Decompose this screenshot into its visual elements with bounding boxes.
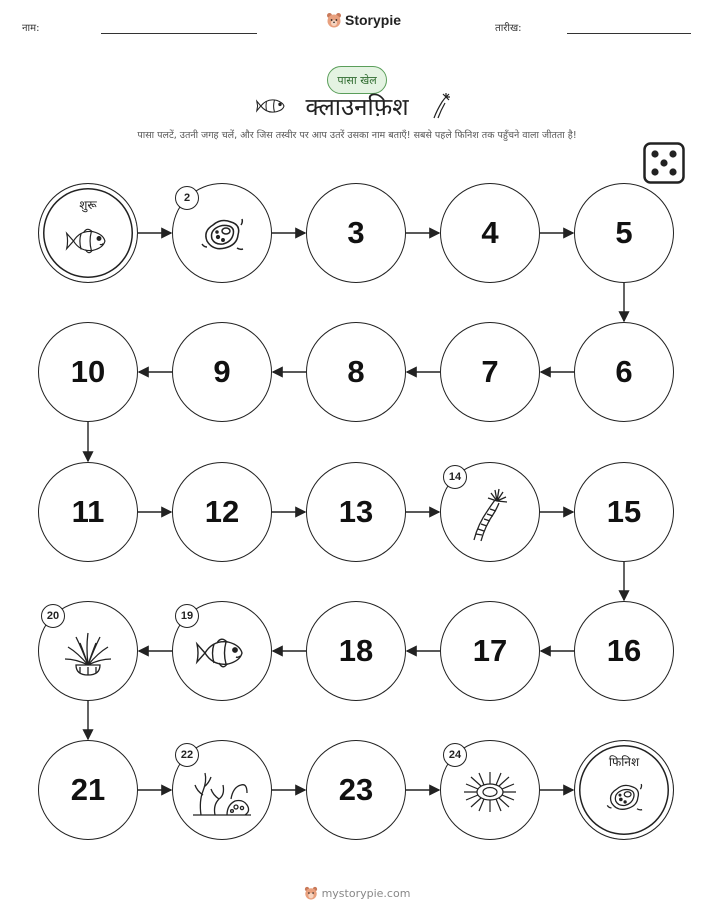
board-space-21[interactable] — [38, 740, 138, 840]
clownfish-icon — [195, 633, 249, 677]
board-space-7[interactable] — [440, 322, 540, 422]
date-label: तारीख: — [495, 23, 522, 34]
board-space-1[interactable] — [38, 183, 138, 283]
board-space-18[interactable] — [306, 601, 406, 701]
board-space-16[interactable] — [574, 601, 674, 701]
board-space-24[interactable] — [440, 740, 540, 840]
space-number-badge: 20 — [41, 604, 65, 628]
space-number: 15 — [606, 494, 642, 529]
board-space-5[interactable] — [574, 183, 674, 283]
sunflower-anemone-icon — [462, 770, 518, 818]
space-number: 8 — [347, 354, 365, 389]
space-number-badge: 24 — [443, 743, 467, 767]
board-space-12[interactable] — [172, 462, 272, 562]
space-number: 3 — [347, 215, 365, 250]
game-type-badge: पासा खेल — [327, 66, 387, 94]
name-label: नाम: — [22, 23, 40, 34]
space-number-badge: 14 — [443, 465, 467, 489]
footer-bear-icon — [304, 886, 318, 900]
clownfish-icon — [65, 224, 111, 262]
board-space-8[interactable] — [306, 322, 406, 422]
space-number: 18 — [338, 633, 374, 668]
board-space-9[interactable] — [172, 322, 272, 422]
space-number: 16 — [606, 633, 642, 668]
footer — [0, 886, 714, 900]
space-number: 21 — [70, 772, 106, 807]
board-space-10[interactable] — [38, 322, 138, 422]
space-number-badge: 2 — [175, 186, 199, 210]
board-space-13[interactable] — [306, 462, 406, 562]
space-number: 11 — [71, 494, 105, 529]
board-space-3[interactable] — [306, 183, 406, 283]
board-space-20[interactable] — [38, 601, 138, 701]
space-number: 4 — [481, 215, 499, 250]
board-space-23[interactable] — [306, 740, 406, 840]
amoeba-icon — [603, 779, 646, 820]
tube-anemone-icon — [468, 484, 512, 548]
coral-reef-icon — [191, 765, 253, 823]
instructions: पासा पलटें, उतनी जगह चलें, और जिस तस्वीर पर आप उतरें उसका नाम बताएँ! सबसे पहले फिनिश तक पहुँचने वाला जीतता है! — [137, 130, 577, 141]
board-space-2[interactable] — [172, 183, 272, 283]
space-number: 9 — [213, 354, 231, 389]
board-space-6[interactable] — [574, 322, 674, 422]
amoeba-icon — [197, 213, 247, 261]
space-number-badge: 22 — [175, 743, 199, 767]
board-space-17[interactable] — [440, 601, 540, 701]
board-space-15[interactable] — [574, 462, 674, 562]
board-space-11[interactable] — [38, 462, 138, 562]
start-label: शुरू — [79, 198, 97, 212]
footer-url[interactable]: mystorypie.com — [321, 886, 411, 900]
finish-label: फिनिश — [608, 755, 640, 769]
board-space-19[interactable] — [172, 601, 272, 701]
board-space-25[interactable] — [574, 740, 674, 840]
board-space-22[interactable] — [172, 740, 272, 840]
space-number: 13 — [338, 494, 374, 529]
sea-anemone-icon — [60, 627, 116, 683]
space-number: 7 — [481, 354, 499, 389]
brand-name: Storypie — [345, 12, 402, 28]
space-number-badge: 19 — [175, 604, 199, 628]
board-space-14[interactable] — [440, 462, 540, 562]
space-number: 5 — [615, 215, 633, 250]
space-number: 23 — [338, 772, 374, 807]
space-number: 12 — [204, 494, 240, 529]
space-number: 17 — [472, 633, 508, 668]
space-number: 6 — [615, 354, 633, 389]
space-number: 10 — [70, 354, 106, 389]
page-title: क्लाउनफ़िश — [305, 93, 409, 121]
board-space-4[interactable] — [440, 183, 540, 283]
